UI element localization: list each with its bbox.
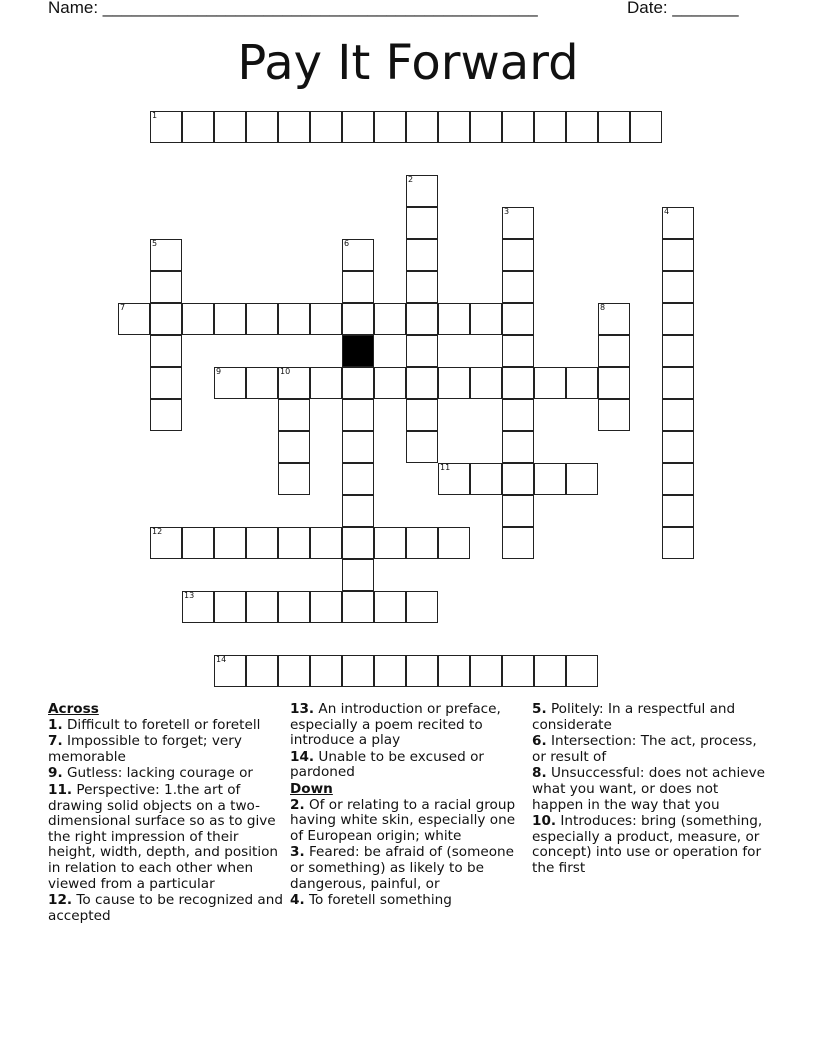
grid-cell[interactable] — [342, 591, 374, 623]
black-cell — [342, 335, 374, 367]
grid-cell[interactable] — [438, 303, 470, 335]
clue-item — [290, 893, 526, 909]
clue-item-text: Unsuccessful: does not achieve what you want, or does not happen in the way that you — [532, 765, 766, 813]
grid-cell[interactable] — [662, 335, 694, 367]
grid-cell[interactable] — [534, 367, 566, 399]
grid-cell[interactable] — [278, 463, 310, 495]
grid-cell[interactable] — [150, 239, 182, 271]
grid-cell[interactable] — [502, 399, 534, 431]
grid-cell[interactable] — [566, 463, 598, 495]
clue-item-text: Feared: be afraid of (someone or something) as likely to be dangerous, painful, or — [290, 844, 515, 892]
grid-cell[interactable] — [662, 207, 694, 239]
grid-cell[interactable] — [502, 303, 534, 335]
grid-cell[interactable] — [342, 271, 374, 303]
grid-cell[interactable] — [406, 207, 438, 239]
grid-cell[interactable] — [406, 399, 438, 431]
grid-cell[interactable] — [502, 655, 534, 687]
grid-cell[interactable] — [598, 303, 630, 335]
grid-cell[interactable] — [662, 463, 694, 495]
clue-item-number: 14. — [290, 748, 315, 765]
grid-cell[interactable] — [310, 111, 342, 143]
clue-item-number: 5. — [532, 701, 547, 717]
grid-cell[interactable] — [566, 655, 598, 687]
grid-cell[interactable] — [406, 431, 438, 463]
clue-item-number: 1. — [48, 716, 63, 733]
grid-cell[interactable] — [278, 399, 310, 431]
grid-cell[interactable] — [374, 367, 406, 399]
clue-item-text: An introduction or preface, especially a poem recited to introduce a play — [290, 701, 501, 749]
grid-cell[interactable] — [246, 591, 278, 623]
clue-item-text: Gutless: lacking courage or — [62, 765, 253, 782]
grid-cell[interactable] — [374, 591, 406, 623]
grid-cell[interactable] — [342, 431, 374, 463]
grid-cell[interactable] — [278, 591, 310, 623]
clue-number: 3 — [504, 207, 510, 216]
clue-column-2 — [290, 702, 526, 910]
grid-cell[interactable] — [342, 111, 374, 143]
grid-cell[interactable] — [118, 303, 150, 335]
clue-item — [48, 718, 284, 734]
grid-cell[interactable] — [214, 591, 246, 623]
grid-cell[interactable] — [182, 527, 214, 559]
grid-cell[interactable] — [502, 335, 534, 367]
clue-item-text: Perspective: 1.the art of drawing solid objects on a two-dimensional surface so as to give the right impression of their height, width, depth, and position in relation to each other when viewed from a particular — [48, 781, 279, 892]
grid-cell[interactable] — [406, 175, 438, 207]
grid-cell[interactable] — [310, 303, 342, 335]
grid-cell[interactable] — [214, 367, 246, 399]
grid-cell[interactable] — [406, 303, 438, 335]
grid-cell[interactable] — [342, 239, 374, 271]
grid-cell[interactable] — [662, 495, 694, 527]
grid-cell[interactable] — [214, 527, 246, 559]
grid-cell[interactable] — [598, 111, 630, 143]
grid-cell[interactable] — [278, 303, 310, 335]
grid-cell[interactable] — [534, 111, 566, 143]
grid-cell[interactable] — [150, 111, 182, 143]
grid-cell[interactable] — [246, 111, 278, 143]
grid-cell[interactable] — [502, 431, 534, 463]
grid-cell[interactable] — [406, 239, 438, 271]
clue-item-number: 4. — [290, 892, 305, 909]
grid-cell[interactable] — [566, 367, 598, 399]
grid-cell[interactable] — [342, 655, 374, 687]
clue-number: 4 — [664, 207, 670, 216]
name-field: Name: ______________________________________________ — [48, 0, 538, 17]
grid-cell[interactable] — [150, 271, 182, 303]
clue-item — [532, 766, 772, 813]
grid-cell[interactable] — [470, 303, 502, 335]
grid-cell[interactable] — [342, 495, 374, 527]
clue-number: 7 — [120, 303, 126, 312]
grid-cell[interactable] — [406, 655, 438, 687]
grid-cell[interactable] — [662, 431, 694, 463]
grid-cell[interactable] — [150, 303, 182, 335]
grid-cell[interactable] — [470, 367, 502, 399]
grid-cell[interactable] — [374, 527, 406, 559]
grid-cell[interactable] — [374, 655, 406, 687]
grid-cell[interactable] — [662, 303, 694, 335]
clue-item-text: To cause to be recognized and accepted — [48, 892, 284, 924]
clue-item — [48, 783, 284, 892]
clue-number: 12 — [152, 527, 163, 536]
grid-cell[interactable] — [310, 527, 342, 559]
clue-item — [532, 702, 772, 733]
clue-item — [290, 750, 526, 781]
clue-item-number: 6. — [532, 733, 547, 750]
grid-cell[interactable] — [214, 111, 246, 143]
grid-cell[interactable] — [406, 111, 438, 143]
clue-item-text: Politely: In a respectful and considerate — [532, 701, 736, 733]
clue-item-number: 11. — [48, 781, 73, 798]
clue-item-number: 12. — [48, 892, 73, 909]
grid-cell[interactable] — [342, 527, 374, 559]
clue-number: 6 — [344, 239, 350, 248]
grid-cell[interactable] — [406, 367, 438, 399]
grid-cell[interactable] — [150, 399, 182, 431]
grid-cell[interactable] — [214, 655, 246, 687]
clue-item-text: Unable to be excused or pardoned — [290, 748, 485, 781]
grid-cell[interactable] — [342, 559, 374, 591]
grid-cell[interactable] — [406, 527, 438, 559]
grid-cell[interactable] — [342, 303, 374, 335]
grid-cell[interactable] — [438, 527, 470, 559]
clue-item-text: Intersection: The act, process, or result of — [532, 733, 757, 765]
grid-cell[interactable] — [470, 655, 502, 687]
grid-cell[interactable] — [310, 655, 342, 687]
grid-cell[interactable] — [246, 527, 278, 559]
clue-item-number: 10. — [532, 813, 557, 830]
grid-cell[interactable] — [310, 367, 342, 399]
grid-cell[interactable] — [310, 591, 342, 623]
grid-cell[interactable] — [566, 111, 598, 143]
grid-cell[interactable] — [470, 463, 502, 495]
clue-item-number: 8. — [532, 765, 547, 782]
grid-cell[interactable] — [278, 367, 310, 399]
grid-cell[interactable] — [150, 335, 182, 367]
grid-cell[interactable] — [150, 367, 182, 399]
grid-cell[interactable] — [278, 431, 310, 463]
clue-item — [290, 845, 526, 892]
clue-item — [532, 734, 772, 765]
grid-cell[interactable] — [278, 655, 310, 687]
across-heading: Across — [48, 701, 99, 717]
grid-cell[interactable] — [438, 111, 470, 143]
grid-cell[interactable] — [150, 527, 182, 559]
grid-cell[interactable] — [502, 271, 534, 303]
grid-cell[interactable] — [278, 111, 310, 143]
grid-cell[interactable] — [598, 335, 630, 367]
clue-item — [290, 702, 526, 749]
grid-cell[interactable] — [374, 111, 406, 143]
clue-number: 2 — [408, 175, 414, 184]
grid-cell[interactable] — [438, 367, 470, 399]
grid-cell[interactable] — [406, 271, 438, 303]
clue-number: 13 — [184, 591, 195, 600]
clue-item — [48, 766, 284, 782]
grid-cell[interactable] — [662, 527, 694, 559]
clue-item-number: 2. — [290, 796, 305, 813]
grid-cell[interactable] — [502, 495, 534, 527]
grid-cell[interactable] — [502, 111, 534, 143]
clue-item — [290, 798, 526, 845]
grid-cell[interactable] — [406, 591, 438, 623]
clue-item-text: To foretell something — [304, 892, 452, 909]
grid-cell[interactable] — [182, 591, 214, 623]
grid-cell[interactable] — [502, 463, 534, 495]
grid-cell[interactable] — [246, 655, 278, 687]
clue-item-text: Difficult to foretell or foretell — [62, 716, 261, 733]
grid-cell[interactable] — [470, 111, 502, 143]
clue-number: 9 — [216, 367, 222, 376]
clue-item-text: Introduces: bring (something, especially a product, measure, or concept) into use or operation for the first — [532, 813, 763, 876]
grid-cell[interactable] — [182, 111, 214, 143]
clue-item-number: 3. — [290, 844, 305, 861]
clue-number: 5 — [152, 239, 158, 248]
grid-cell[interactable] — [438, 463, 470, 495]
grid-cell[interactable] — [662, 271, 694, 303]
grid-cell[interactable] — [406, 335, 438, 367]
clue-item — [532, 814, 772, 876]
clue-column-3 — [532, 702, 772, 878]
grid-cell[interactable] — [662, 399, 694, 431]
clue-item-text: Impossible to forget; very memorable — [48, 733, 242, 765]
grid-cell[interactable] — [246, 303, 278, 335]
grid-cell[interactable] — [342, 463, 374, 495]
clue-item-text: Of or relating to a racial group having white skin, especially one of European origin; white — [290, 796, 516, 844]
grid-cell[interactable] — [182, 303, 214, 335]
clue-item — [48, 893, 284, 924]
grid-cell[interactable] — [438, 655, 470, 687]
grid-cell[interactable] — [502, 207, 534, 239]
clue-number: 1 — [152, 111, 158, 120]
grid-cell[interactable] — [342, 399, 374, 431]
grid-cell[interactable] — [246, 367, 278, 399]
date-field: Date: _______ — [627, 0, 739, 17]
clue-column-1 — [48, 702, 284, 925]
grid-cell[interactable] — [502, 527, 534, 559]
grid-cell[interactable] — [534, 655, 566, 687]
clue-item-number: 9. — [48, 765, 63, 782]
grid-cell[interactable] — [214, 303, 246, 335]
clue-item — [48, 734, 284, 765]
grid-cell[interactable] — [662, 367, 694, 399]
page-title: Pay It Forward — [237, 35, 579, 91]
grid-cell[interactable] — [374, 303, 406, 335]
clue-number: 8 — [600, 303, 606, 312]
grid-cell[interactable] — [534, 463, 566, 495]
grid-cell[interactable] — [662, 239, 694, 271]
grid-cell[interactable] — [502, 367, 534, 399]
grid-cell[interactable] — [598, 367, 630, 399]
down-heading: Down — [290, 780, 333, 797]
clue-number: 14 — [216, 655, 227, 664]
clue-number: 11 — [440, 463, 451, 472]
grid-cell[interactable] — [342, 367, 374, 399]
grid-cell[interactable] — [630, 111, 662, 143]
clue-number: 10 — [280, 367, 291, 376]
grid-cell[interactable] — [598, 399, 630, 431]
grid-cell[interactable] — [278, 527, 310, 559]
grid-cell[interactable] — [502, 239, 534, 271]
clue-item-number: 7. — [48, 733, 63, 750]
clue-item-number: 13. — [290, 701, 315, 717]
